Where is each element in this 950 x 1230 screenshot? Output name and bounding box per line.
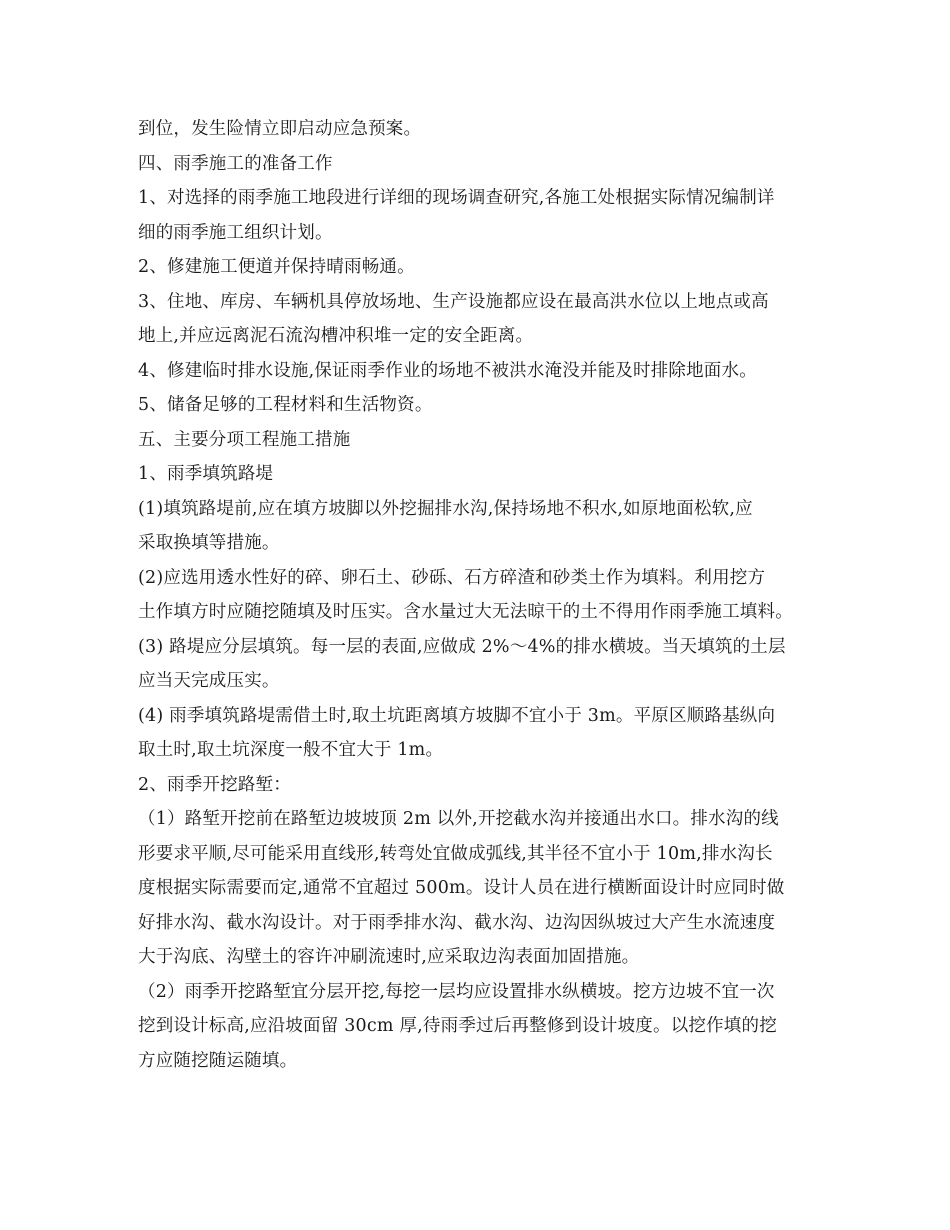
text-line: 1、对选择的雨季施工地段进行详细的现场调查研究,各施工处根据实际情况编制详	[138, 188, 775, 208]
text-line: 地上,并应远离泥石流沟槽冲积堆一定的安全距离。	[138, 326, 534, 346]
text-line: 方应随挖随运随填。	[138, 1050, 298, 1071]
text-line: 挖到设计标高,应沿坡面留 30cm 厚,待雨季过后再整修到设计坡度。以挖作填的挖	[138, 1016, 777, 1036]
text-line: 土作填方时应随挖随填及时压实。含水量过大无法晾干的土不得用作雨季施工填料。	[138, 602, 793, 622]
text-line: (3) 路堤应分层填筑。每一层的表面,应做成 2%～4%的排水横坡。当天填筑的土层	[138, 636, 786, 657]
text-line: 大于沟底、沟壁土的容许冲刷流速时,应采取边沟表面加固措施。	[138, 947, 640, 967]
text-line: 度根据实际需要而定,通常不宜超过 500m。设计人员在进行横断面设计时应同时做	[138, 878, 785, 898]
text-line: 2、修建施工便道并保持晴雨畅通。	[138, 257, 415, 277]
text-line: (1)填筑路堤前,应在填方坡脚以外挖掘排水沟,保持场地不积水,如原地面松软,应	[138, 498, 753, 519]
text-line: 取土时,取土坑深度一般不宜大于 1m。	[138, 740, 444, 760]
text-line: 细的雨季施工组织计划。	[138, 222, 333, 243]
text-line: 到位，发生险情立即启动应急预案。	[138, 119, 422, 139]
text-line: 好排水沟、截水沟设计。对于雨季排水沟、截水沟、边沟因纵坡过大产生水流速度	[138, 912, 776, 933]
text-line: 3、住地、库房、车辆机具停放场地、生产设施都应设在最高洪水位以上地点或高	[138, 291, 769, 312]
document-body	[138, 112, 818, 1078]
text-line: （2）雨季开挖路堑宜分层开挖,每挖一层均应设置排水纵横坡。挖方边坡不宜一次	[138, 981, 775, 1002]
text-line: 形要求平顺,尽可能采用直线形,转弯处宜做成弧线,其半径不宜小于 10m,排水沟长	[138, 843, 773, 864]
subsection-heading: 2、雨季开挖路堑：	[138, 774, 291, 795]
text-line: (2)应选用透水性好的碎、卵石土、砂砾、石方碎渣和砂类土作为填料。利用挖方	[138, 567, 766, 588]
text-line: (4) 雨季填筑路堤需借土时,取土坑距离填方坡脚不宜小于 3m。平原区顺路基纵向	[138, 705, 776, 726]
text-line: 应当天完成压实。	[138, 671, 280, 691]
section-heading: 四、雨季施工的准备工作	[138, 153, 333, 174]
text-line: （1）路堑开挖前在路堑边坡坡顶 2m 以外,开挖截水沟并接通出水口。排水沟的线	[138, 809, 779, 829]
text-line: 4、修建临时排水设施,保证雨季作业的场地不被洪水淹没并能及时排除地面水。	[138, 360, 757, 381]
text-line: 采取换填等措施。	[138, 533, 280, 553]
section-heading: 五、主要分项工程施工措施	[138, 429, 351, 450]
text-line: 5、储备足够的工程材料和生活物资。	[138, 395, 433, 415]
subsection-heading: 1、雨季填筑路堤	[138, 464, 274, 484]
